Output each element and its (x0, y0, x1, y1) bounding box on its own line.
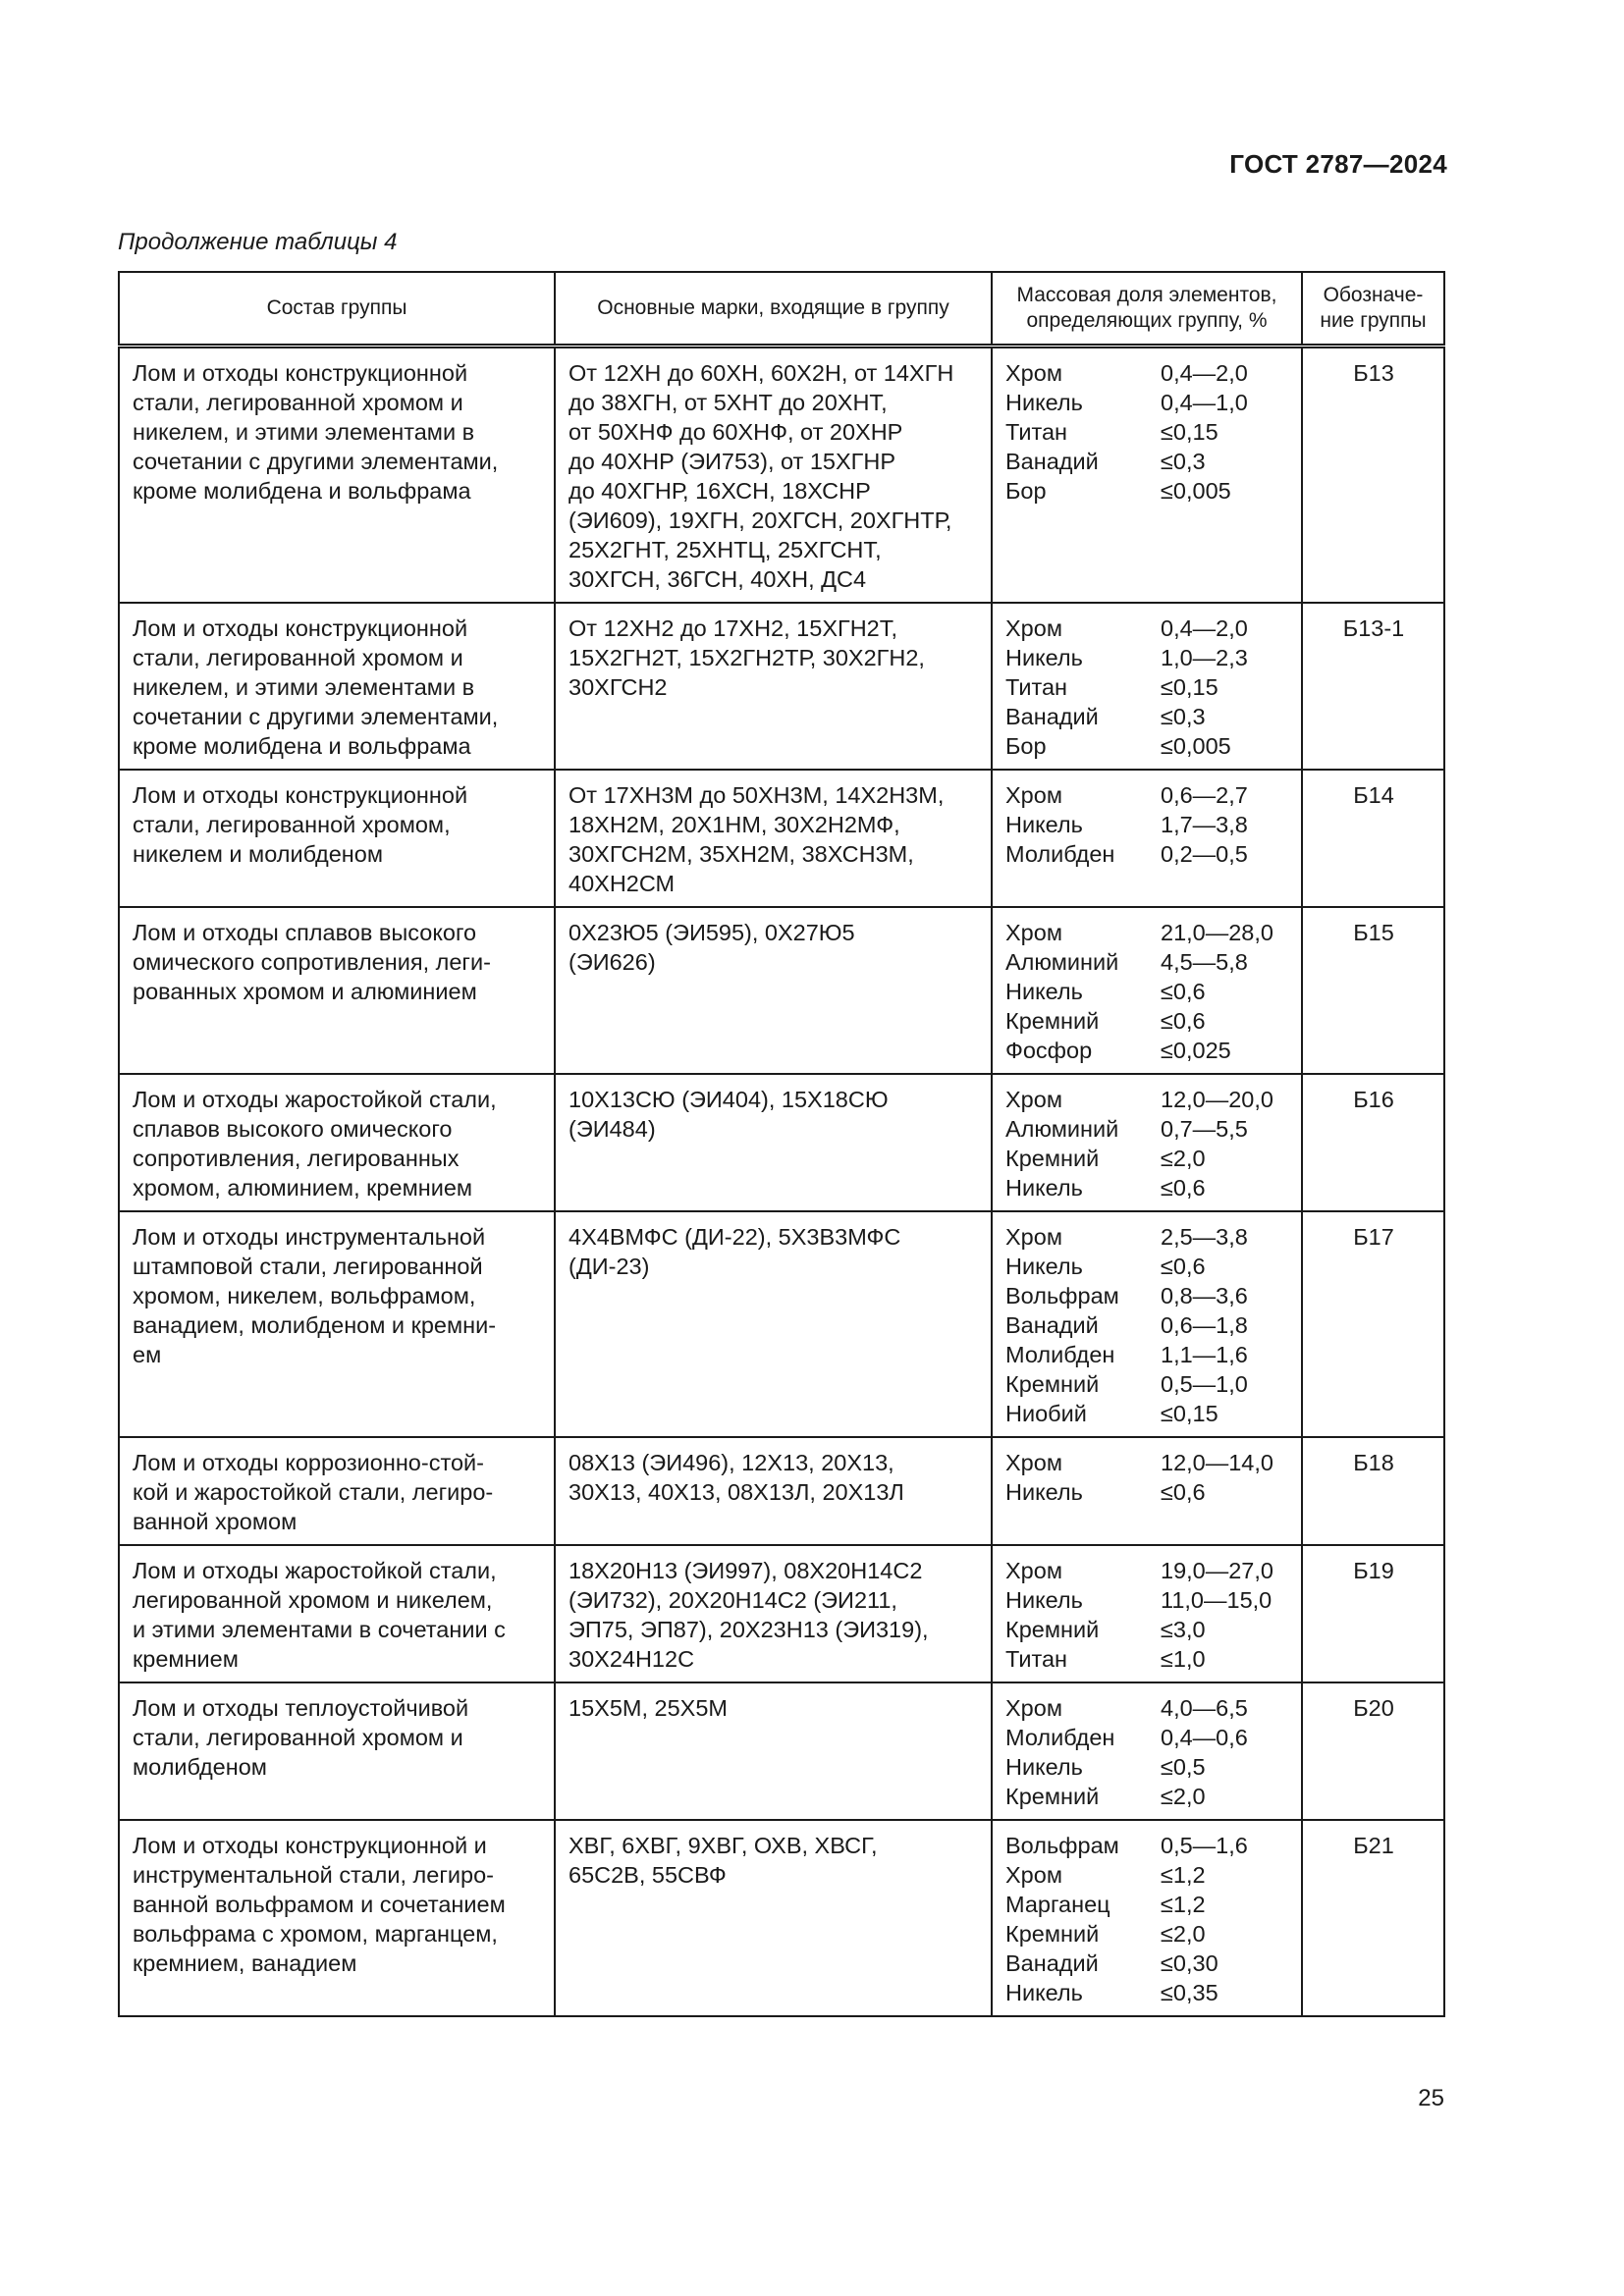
element-fractions-cell (992, 347, 1302, 604)
element-name: Алюминий (1005, 949, 1119, 975)
element-value: 0,4—2,0 (1161, 615, 1248, 641)
element-value: ≤0,6 (1161, 1175, 1206, 1201)
element-name: Кремний (1005, 1921, 1100, 1947)
element-value: ≤0,15 (1161, 419, 1218, 445)
element-name: Никель (1005, 1754, 1083, 1780)
element-fractions-cell (992, 1545, 1302, 1682)
element-fraction-line (1005, 1831, 1289, 1860)
element-name: Хром (1005, 1450, 1062, 1475)
element-name: Кремний (1005, 1146, 1100, 1171)
element-fraction-line (1005, 1114, 1289, 1144)
element-fraction-line (1005, 1919, 1289, 1949)
element-value: 0,6—1,8 (1161, 1312, 1248, 1338)
element-name: Бор (1005, 733, 1047, 759)
element-value: ≤1,2 (1161, 1892, 1206, 1917)
element-fraction-line (1005, 1615, 1289, 1644)
element-name: Хром (1005, 360, 1062, 386)
element-name: Никель (1005, 1587, 1083, 1613)
element-fraction-line (1005, 1723, 1289, 1752)
element-fraction-line (1005, 1585, 1289, 1615)
element-fraction-line (1005, 1890, 1289, 1919)
element-name: Ванадий (1005, 1950, 1099, 1976)
element-value: 0,4—2,0 (1161, 360, 1248, 386)
element-fraction-line (1005, 358, 1289, 388)
table-row (119, 603, 1444, 770)
element-name: Алюминий (1005, 1116, 1119, 1142)
element-name: Ванадий (1005, 1312, 1099, 1338)
group-composition-cell: Лом и отходы инструментальной штамповой стали, легированной хромом, никелем, вольфрамом, ванадием, молибденом и кремни- ем (119, 1211, 555, 1437)
element-name: Молибден (1005, 1342, 1115, 1367)
element-fraction-line (1005, 977, 1289, 1006)
element-name: Никель (1005, 1479, 1083, 1505)
element-fractions-cell (992, 603, 1302, 770)
main-grades-cell: 18Х20Н13 (ЭИ997), 08Х20Н14С2 (ЭИ732), 20Х20Н14С2 (ЭИ211, ЭП75, ЭП87), 20Х23Н13 (ЭИ319), 30Х24Н12С (555, 1545, 992, 1682)
element-fraction-line (1005, 1448, 1289, 1477)
table-row (119, 1545, 1444, 1682)
group-composition-cell: Лом и отходы теплоустойчивой стали, легированной хромом и молибденом (119, 1682, 555, 1820)
element-fractions-cell (992, 1437, 1302, 1545)
element-name: Марганец (1005, 1892, 1110, 1917)
group-composition-cell: Лом и отходы конструкционной и инструментальной стали, легиро- ванной вольфрамом и сочетанием вольфрама с хромом, марганцем, кремнием, ванадием (119, 1820, 555, 2016)
element-name: Никель (1005, 390, 1083, 415)
element-value: 11,0—15,0 (1161, 1587, 1272, 1613)
element-fraction-line (1005, 476, 1289, 506)
element-value: ≤0,6 (1161, 1008, 1206, 1034)
element-value: ≤0,005 (1161, 733, 1231, 759)
group-designation-cell: Б20 (1302, 1682, 1444, 1820)
element-value: 0,5—1,0 (1161, 1371, 1248, 1397)
element-name: Хром (1005, 1862, 1062, 1888)
element-value: 0,4—0,6 (1161, 1725, 1248, 1750)
table-body (119, 347, 1444, 2017)
element-fraction-line (1005, 1949, 1289, 1978)
element-value: 0,8—3,6 (1161, 1283, 1248, 1308)
element-fraction-line (1005, 947, 1289, 977)
group-designation-cell: Б15 (1302, 907, 1444, 1074)
element-name: Никель (1005, 979, 1083, 1004)
main-grades-cell: 4Х4ВМФС (ДИ-22), 5Х3В3МФС (ДИ-23) (555, 1211, 992, 1437)
element-name: Никель (1005, 812, 1083, 837)
scrap-groups-table (118, 271, 1445, 2017)
element-value: ≤2,0 (1161, 1146, 1206, 1171)
element-value: ≤0,005 (1161, 478, 1231, 504)
element-name: Хром (1005, 920, 1062, 945)
element-fraction-line (1005, 417, 1289, 447)
element-value: ≤1,0 (1161, 1646, 1206, 1672)
element-fraction-line (1005, 1978, 1289, 2007)
element-name: Ванадий (1005, 449, 1099, 474)
main-grades-cell: 10Х13СЮ (ЭИ404), 15Х18СЮ (ЭИ484) (555, 1074, 992, 1211)
element-fraction-line (1005, 672, 1289, 702)
element-fraction-line (1005, 614, 1289, 643)
element-name: Ниобий (1005, 1401, 1087, 1426)
header-row (119, 272, 1444, 347)
element-name: Хром (1005, 1087, 1062, 1112)
element-fraction-line (1005, 1006, 1289, 1036)
element-value: ≤0,35 (1161, 1980, 1218, 2005)
group-composition-cell: Лом и отходы конструкционной стали, легированной хромом и никелем, и этими элементами в сочетании с другими элементами, кроме молибдена и вольфрама (119, 603, 555, 770)
element-value: ≤2,0 (1161, 1921, 1206, 1947)
element-fraction-line (1005, 388, 1289, 417)
column-header-group-composition: Состав группы (119, 272, 555, 347)
element-name: Никель (1005, 1980, 1083, 2005)
element-fraction-line (1005, 1782, 1289, 1811)
group-composition-cell: Лом и отходы конструкционной стали, легированной хромом, никелем и молибденом (119, 770, 555, 907)
table-row (119, 1682, 1444, 1820)
element-value: 0,5—1,6 (1161, 1833, 1248, 1858)
element-name: Кремний (1005, 1617, 1100, 1642)
element-fraction-line (1005, 1693, 1289, 1723)
element-fraction-line (1005, 1399, 1289, 1428)
main-grades-cell: 0Х23Ю5 (ЭИ595), 0Х27Ю5 (ЭИ626) (555, 907, 992, 1074)
element-value: 19,0—27,0 (1161, 1558, 1273, 1583)
element-name: Хром (1005, 1224, 1062, 1250)
element-fraction-line (1005, 1752, 1289, 1782)
element-fraction-line (1005, 447, 1289, 476)
group-composition-cell: Лом и отходы конструкционной стали, легированной хромом и никелем, и этими элементами в сочетании с другими элементами, кроме молибдена и вольфрама (119, 347, 555, 604)
group-designation-cell: Б13-1 (1302, 603, 1444, 770)
element-value: ≤0,15 (1161, 1401, 1218, 1426)
group-designation-cell: Б14 (1302, 770, 1444, 907)
element-fraction-line (1005, 1036, 1289, 1065)
element-fraction-line (1005, 918, 1289, 947)
element-name: Хром (1005, 782, 1062, 808)
element-fraction-line (1005, 1222, 1289, 1252)
table-row (119, 907, 1444, 1074)
element-value: ≤0,6 (1161, 979, 1206, 1004)
element-name: Хром (1005, 1695, 1062, 1721)
element-fractions-cell (992, 907, 1302, 1074)
element-value: ≤0,3 (1161, 704, 1206, 729)
element-value: ≤0,30 (1161, 1950, 1218, 1976)
element-value: ≤0,025 (1161, 1038, 1231, 1063)
group-composition-cell: Лом и отходы жаростойкой стали, сплавов высокого омического сопротивления, легированных хромом, алюминием, кремнием (119, 1074, 555, 1211)
element-value: 0,7—5,5 (1161, 1116, 1248, 1142)
element-fraction-line (1005, 1860, 1289, 1890)
element-name: Никель (1005, 1175, 1083, 1201)
element-value: ≤0,3 (1161, 449, 1206, 474)
element-value: 21,0—28,0 (1161, 920, 1273, 945)
column-header-element-mass-fraction: Массовая доля элементов, определяющих группу, % (992, 272, 1302, 347)
element-value: 2,5—3,8 (1161, 1224, 1248, 1250)
element-value: 12,0—14,0 (1161, 1450, 1273, 1475)
element-name: Титан (1005, 419, 1067, 445)
group-designation-cell: Б16 (1302, 1074, 1444, 1211)
element-value: 1,1—1,6 (1161, 1342, 1248, 1367)
element-fractions-cell (992, 770, 1302, 907)
table-continuation-label: Продолжение таблицы 4 (118, 229, 398, 255)
table-header (119, 272, 1444, 347)
main-grades-cell: ХВГ, 6ХВГ, 9ХВГ, ОХВ, ХВСГ, 65С2В, 55СВФ (555, 1820, 992, 2016)
element-fractions-cell (992, 1820, 1302, 2016)
group-designation-cell: Б17 (1302, 1211, 1444, 1437)
element-fractions-cell (992, 1074, 1302, 1211)
element-value: ≤0,15 (1161, 674, 1218, 700)
document-code: ГОСТ 2787—2024 (1229, 149, 1447, 179)
element-fraction-line (1005, 643, 1289, 672)
main-grades-cell: От 17ХН3М до 50ХН3М, 14Х2Н3М, 18ХН2М, 20Х1НМ, 30Х2Н2МФ, 30ХГСН2М, 35ХН2М, 38ХСН3М, 40ХН2СМ (555, 770, 992, 907)
element-name: Вольфрам (1005, 1283, 1119, 1308)
element-value: 0,4—1,0 (1161, 390, 1248, 415)
element-name: Титан (1005, 674, 1067, 700)
element-fraction-line (1005, 1477, 1289, 1507)
element-fraction-line (1005, 1144, 1289, 1173)
element-name: Кремний (1005, 1784, 1100, 1809)
element-name: Никель (1005, 645, 1083, 670)
element-value: 4,5—5,8 (1161, 949, 1248, 975)
element-fraction-line (1005, 1644, 1289, 1674)
main-grades-cell: 15Х5М, 25Х5М (555, 1682, 992, 1820)
element-fraction-line (1005, 1281, 1289, 1310)
element-value: ≤0,6 (1161, 1479, 1206, 1505)
element-name: Кремний (1005, 1008, 1100, 1034)
table-row (119, 1211, 1444, 1437)
element-fraction-line (1005, 1252, 1289, 1281)
main-grades-cell: От 12ХН до 60ХН, 60Х2Н, от 14ХГН до 38ХГН, от 5ХНТ до 20ХНТ, от 50ХНФ до 60ХНФ, от 20ХНР до 40ХНР (ЭИ753), от 15ХГНР до 40ХГНР, 16ХСН, 18ХСНР (ЭИ609), 19ХГН, 20ХГСН, 20ХГНТР, 25Х2ГНТ, 25ХНТЦ, 25ХГСНТ, 30ХГСН, 36ГСН, 40ХН, ДС4 (555, 347, 992, 604)
page-number: 25 (1418, 2085, 1444, 2111)
element-fraction-line (1005, 1340, 1289, 1369)
element-value: 12,0—20,0 (1161, 1087, 1273, 1112)
group-designation-cell: Б21 (1302, 1820, 1444, 2016)
element-value: 0,6—2,7 (1161, 782, 1248, 808)
group-designation-cell: Б18 (1302, 1437, 1444, 1545)
element-fractions-cell (992, 1211, 1302, 1437)
table-row (119, 1437, 1444, 1545)
element-value: 1,0—2,3 (1161, 645, 1248, 670)
element-name: Кремний (1005, 1371, 1100, 1397)
element-name: Бор (1005, 478, 1047, 504)
element-name: Вольфрам (1005, 1833, 1119, 1858)
element-value: 1,7—3,8 (1161, 812, 1248, 837)
element-value: ≤2,0 (1161, 1784, 1206, 1809)
element-fractions-cell (992, 1682, 1302, 1820)
element-name: Фосфор (1005, 1038, 1093, 1063)
element-name: Титан (1005, 1646, 1067, 1672)
main-grades-cell: 08Х13 (ЭИ496), 12Х13, 20Х13, 30Х13, 40Х13, 08Х13Л, 20Х13Л (555, 1437, 992, 1545)
group-designation-cell: Б13 (1302, 347, 1444, 604)
element-fraction-line (1005, 1085, 1289, 1114)
element-name: Молибден (1005, 841, 1115, 867)
element-value: ≤0,5 (1161, 1754, 1206, 1780)
group-composition-cell: Лом и отходы жаростойкой стали, легированной хромом и никелем, и этими элементами в сочетании с кремнием (119, 1545, 555, 1682)
group-composition-cell: Лом и отходы сплавов высокого омического сопротивления, леги- рованных хромом и алюминием (119, 907, 555, 1074)
table-row (119, 770, 1444, 907)
group-composition-cell: Лом и отходы коррозионно-стой- кой и жаростойкой стали, легиро- ванной хромом (119, 1437, 555, 1545)
element-fraction-line (1005, 702, 1289, 731)
element-name: Молибден (1005, 1725, 1115, 1750)
element-name: Хром (1005, 1558, 1062, 1583)
table-row (119, 347, 1444, 604)
element-fraction-line (1005, 1556, 1289, 1585)
element-name: Никель (1005, 1254, 1083, 1279)
element-fraction-line (1005, 731, 1289, 761)
column-header-group-designation: Обозначе- ние группы (1302, 272, 1444, 347)
element-value: ≤1,2 (1161, 1862, 1206, 1888)
element-value: 0,2—0,5 (1161, 841, 1248, 867)
main-grades-cell: От 12ХН2 до 17ХН2, 15ХГН2Т, 15Х2ГН2Т, 15Х2ГН2ТР, 30Х2ГН2, 30ХГСН2 (555, 603, 992, 770)
element-value: ≤3,0 (1161, 1617, 1206, 1642)
table-row (119, 1820, 1444, 2016)
element-value: ≤0,6 (1161, 1254, 1206, 1279)
element-name: Хром (1005, 615, 1062, 641)
table-row (119, 1074, 1444, 1211)
element-value: 4,0—6,5 (1161, 1695, 1248, 1721)
element-fraction-line (1005, 1173, 1289, 1202)
element-fraction-line (1005, 1369, 1289, 1399)
element-fraction-line (1005, 1310, 1289, 1340)
group-designation-cell: Б19 (1302, 1545, 1444, 1682)
element-name: Ванадий (1005, 704, 1099, 729)
column-header-main-grades: Основные марки, входящие в группу (555, 272, 992, 347)
element-fraction-line (1005, 780, 1289, 810)
element-fraction-line (1005, 810, 1289, 839)
element-fraction-line (1005, 839, 1289, 869)
